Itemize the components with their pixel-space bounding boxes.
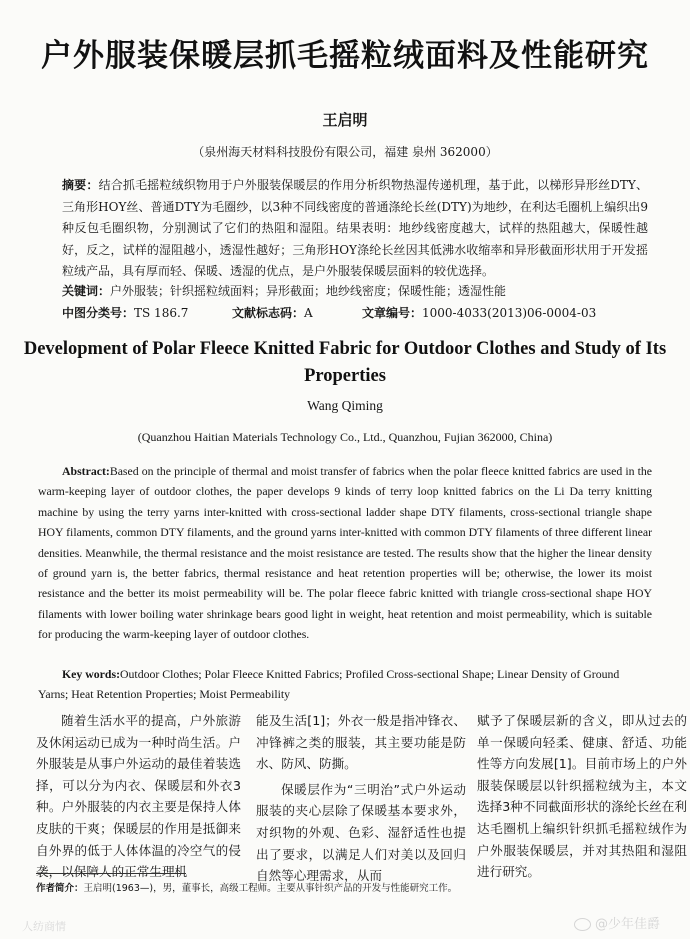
weibo-icon bbox=[574, 918, 591, 931]
body-paragraph: 保暖层作为“三明治”式户外运动服装的夹心层除了保暖基本要求外，对织物的外观、色彩、湿舒适性也提出了要求，以满足人们对美以及回归自然等心理需求，从而 bbox=[256, 781, 466, 884]
article-number-value: 1000-4033(2013)06-0004-03 bbox=[422, 306, 597, 320]
doc-code-label: 文献标志码： bbox=[232, 306, 305, 320]
author-footnote bbox=[36, 880, 676, 894]
en-abstract bbox=[38, 461, 652, 645]
en-affiliation: (Quanzhou Haitian Materials Technology Co., Ltd., Quanzhou, Fujian 362000, China) bbox=[137, 430, 553, 444]
cn-abstract bbox=[62, 175, 648, 283]
en-abstract-label: Abstract: bbox=[62, 464, 110, 478]
en-keywords-label: Key words: bbox=[62, 667, 120, 681]
article-number-label: 文章编号： bbox=[362, 306, 423, 320]
body-paragraph: 随着生活水平的提高，户外旅游及休闲运动已成为一种时尚生活。户外服装是从事户外运动的最佳着装选择，可以分为内衣、保暖层和外衣3种。户外服装的内衣主要是保持人体皮肤的干爽；保暖层的作用是抵御来自外界的低于人体体温的冷空气的侵袭，以保障人的正常生理机 bbox=[36, 713, 241, 880]
cn-keywords-label: 关键词： bbox=[62, 284, 111, 298]
clc-label: 中图分类号： bbox=[62, 306, 135, 320]
body-column-1 bbox=[36, 710, 241, 883]
cn-abstract-text: 结合抓毛摇粒绒织物用于户外服装保暖层的作用分析织物热湿传递机理，基于此，以梯形异形丝DTY、三角形HOY丝、普通DTY为毛圈纱，以3种不同线密度的普通涤纶长丝(DTY)为地纱，在利达毛圈机上编织出9种反包毛圈织物，分别测试了它们的热阻和湿阻。结果表明：地纱线密度越大，试样的热阻越大，保暖性越好，反之，试样的湿阻越小，透湿性越好；三角形HOY涤纶长丝因其低沸水收缩率和异形截面形状用于开发摇粒绒产品，具有厚而轻、保暖、透湿的优点，是户外服装保暖层面料的较优选择。 bbox=[62, 178, 648, 278]
watermark-right-text: @少年佳爵 bbox=[595, 917, 661, 932]
body-paragraph: 能及生活[1]；外衣一般是指冲锋衣、冲锋裤之类的服装，其主要功能是防水、防风、防撕。 bbox=[256, 713, 466, 772]
footnote-divider bbox=[36, 873, 186, 874]
doc-code-value: A bbox=[304, 306, 313, 320]
cn-abstract-label: 摘要： bbox=[62, 178, 99, 192]
en-abstract-text: Based on the principle of thermal and moist transfer of fabrics when the polar fleece knitted fabrics are used in the warm-keeping layer of outdoor clothes, the paper develops 9 kinds of terry loop knitted fabrics on the Li Da terry knitting machine by using the terry yarns inter-knitted with cross-sectional ladder shape DTY filaments, cross-sectional triangle shape HOY filaments, common DTY filaments, and the ground yarns inter-knitted with common DTY filaments of three different linear densities. Meanwhile, the thermal resistance and the moist resistance are tested. The results show that the higher the linear density of ground yarn is, the better fabrics, thermal resistance and heat retention properties will be; otherwise, the lower its moist resistance and the better its moist permeability will be. The polar fleece fabric knitted with triangle cross-sectional shape HOY filaments with lower boiling water shrinkage bears good light in weight, heat retention and moist permeability, which is suitable for producing the warm-keeping layer of outdoor clothes. bbox=[38, 464, 652, 642]
cn-keywords bbox=[62, 282, 648, 300]
en-keywords-text: Outdoor Clothes; Polar Fleece Knitted Fabrics; Profiled Cross-sectional Shape; Linear Density of Ground Yarns; Heat Retention Properties; Moist Permeability bbox=[38, 667, 620, 701]
body-column-3 bbox=[477, 710, 687, 883]
cn-author: 王启明 bbox=[322, 111, 368, 129]
cn-classification bbox=[62, 304, 648, 322]
footnote-label: 作者简介： bbox=[36, 883, 84, 894]
body-paragraph: 赋予了保暖层新的含义，即从过去的单一保暖向轻柔、健康、舒适、功能性等方向发展[1]。目前市场上的户外服装保暖层以针织摇粒绒为主，本文选择3种不同截面形状的涤纶长丝在利达毛圈机上编织针织抓毛摇粒绒作为户外服装保暖层，并对其热阻和湿阻进行研究。 bbox=[477, 713, 687, 880]
en-title: Development of Polar Fleece Knitted Fabric for Outdoor Clothes and Study of Its Properties bbox=[23, 339, 667, 386]
cn-title: 户外服装保暖层抓毛摇粒绒面料及性能研究 bbox=[41, 38, 649, 74]
cn-affiliation: （泉州海天材料科技股份有限公司，福建 泉州 362000） bbox=[192, 145, 498, 159]
clc-value: TS 186.7 bbox=[134, 306, 189, 320]
watermark-left: 人纺商情 bbox=[22, 920, 66, 933]
cn-keywords-text: 户外服装；针织摇粒绒面料；异形截面；地纱线密度；保暖性能；透湿性能 bbox=[110, 284, 507, 298]
en-author: Wang Qiming bbox=[307, 398, 383, 413]
watermark-right bbox=[574, 913, 660, 932]
en-keywords bbox=[38, 664, 652, 704]
footnote-text: 王启明(1963—)，男，董事长，高级工程师。主要从事针织产品的开发与性能研究工作。 bbox=[83, 883, 458, 894]
body-column-2 bbox=[256, 710, 466, 887]
